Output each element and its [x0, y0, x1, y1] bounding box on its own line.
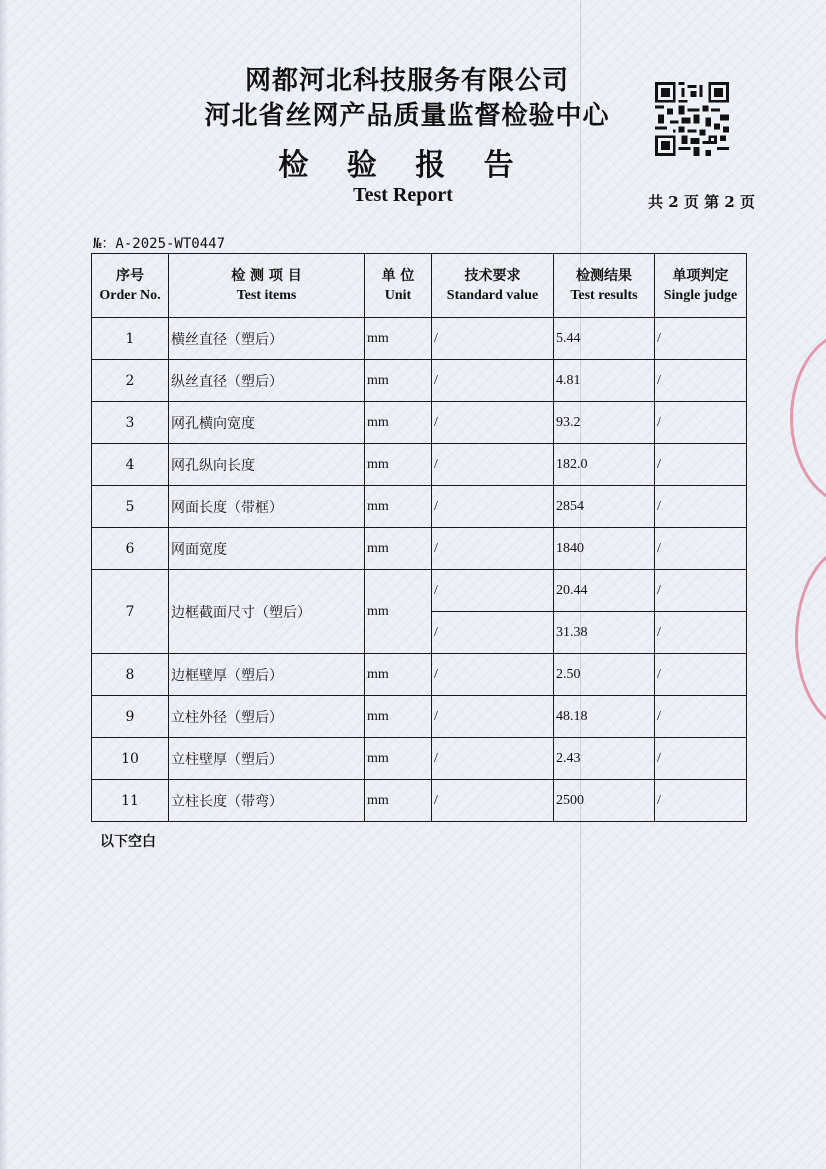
order-cell: 5	[92, 486, 169, 528]
result-cell: 93.2	[554, 402, 655, 444]
col-header-en: Test items	[236, 287, 297, 303]
table-row	[92, 360, 747, 402]
result-cell: 2.50	[554, 654, 655, 696]
item-cell: 网面宽度	[169, 528, 365, 570]
unit-cell: mm	[365, 528, 432, 570]
standard-cell: /	[432, 612, 554, 654]
result-cell: 2500	[554, 780, 655, 822]
col-header-order	[92, 254, 169, 318]
judge-cell: /	[655, 528, 747, 570]
col-header-cn: 检 测 项 目	[231, 267, 302, 284]
result-cell: 4.81	[554, 360, 655, 402]
report-number: №：A-2025-WT0447	[93, 236, 226, 252]
table-row	[92, 318, 747, 360]
order-cell: 6	[92, 528, 169, 570]
judge-cell: /	[655, 318, 747, 360]
table-row	[92, 444, 747, 486]
table-header-row	[92, 254, 747, 318]
result-cell: 48.18	[554, 696, 655, 738]
standard-cell: /	[432, 444, 554, 486]
table-row	[92, 738, 747, 780]
judge-cell: /	[655, 612, 747, 654]
col-header-item	[169, 254, 365, 318]
col-header-unit	[365, 254, 432, 318]
col-header-results	[554, 254, 655, 318]
col-header-cn: 检测结果	[576, 267, 632, 284]
table-row	[92, 654, 747, 696]
order-cell: 10	[92, 738, 169, 780]
page-info: 共 2 页 第 2 页	[648, 193, 755, 211]
standard-cell: /	[432, 402, 554, 444]
standard-cell: /	[432, 318, 554, 360]
standard-cell: /	[432, 696, 554, 738]
judge-cell: /	[655, 738, 747, 780]
judge-cell: /	[655, 654, 747, 696]
item-cell: 立柱长度（带弯）	[169, 780, 365, 822]
judge-cell: /	[655, 360, 747, 402]
standard-cell: /	[432, 654, 554, 696]
judge-cell: /	[655, 486, 747, 528]
unit-cell: mm	[365, 654, 432, 696]
unit-cell: mm	[365, 738, 432, 780]
result-cell: 1840	[554, 528, 655, 570]
col-header-en: Standard value	[446, 287, 539, 303]
col-header-judge	[655, 254, 747, 318]
report-title-cn: 检 验 报 告	[278, 148, 528, 183]
judge-cell: /	[655, 402, 747, 444]
unit-cell: mm	[365, 570, 432, 654]
company-name: 网都河北科技服务有限公司	[244, 66, 569, 96]
unit-cell: mm	[365, 696, 432, 738]
col-header-cn: 单 位	[381, 267, 415, 284]
item-cell: 网孔横向宽度	[169, 402, 365, 444]
standard-cell: /	[432, 738, 554, 780]
col-header-en: Order No.	[99, 287, 161, 303]
col-header-standard	[432, 254, 554, 318]
judge-cell: /	[655, 444, 747, 486]
inspection-center-name: 河北省丝网产品质量监督检验中心	[204, 101, 610, 131]
col-header-en: Unit	[384, 287, 412, 303]
order-cell: 7	[92, 570, 169, 654]
result-cell: 182.0	[554, 444, 655, 486]
judge-cell: /	[655, 570, 747, 612]
unit-cell: mm	[365, 318, 432, 360]
standard-cell: /	[432, 486, 554, 528]
qr-code-icon[interactable]	[655, 82, 729, 156]
test-results-table	[91, 253, 747, 822]
item-cell: 立柱壁厚（塑后）	[169, 738, 365, 780]
blank-below-note: 以下空白	[100, 834, 156, 850]
result-cell: 20.44	[554, 570, 655, 612]
item-cell: 网面长度（带框）	[169, 486, 365, 528]
table-row	[92, 570, 747, 612]
item-cell: 立柱外径（塑后）	[169, 696, 365, 738]
table-row	[92, 528, 747, 570]
judge-cell: /	[655, 696, 747, 738]
col-header-cn: 序号	[116, 267, 144, 284]
table-row	[92, 780, 747, 822]
unit-cell: mm	[365, 780, 432, 822]
order-cell: 8	[92, 654, 169, 696]
result-cell: 2.43	[554, 738, 655, 780]
order-cell: 2	[92, 360, 169, 402]
col-header-en: Test results	[570, 287, 638, 303]
table-row	[92, 696, 747, 738]
standard-cell: /	[432, 780, 554, 822]
order-cell: 4	[92, 444, 169, 486]
item-cell: 横丝直径（塑后）	[169, 318, 365, 360]
table-row	[92, 486, 747, 528]
order-cell: 1	[92, 318, 169, 360]
standard-cell: /	[432, 528, 554, 570]
report-title-en: Test Report	[353, 184, 453, 206]
order-cell: 11	[92, 780, 169, 822]
item-cell: 边框截面尺寸（塑后）	[169, 570, 365, 654]
col-header-cn: 技术要求	[464, 267, 521, 284]
table-row	[92, 402, 747, 444]
item-cell: 网孔纵向长度	[169, 444, 365, 486]
item-cell: 边框壁厚（塑后）	[169, 654, 365, 696]
unit-cell: mm	[365, 360, 432, 402]
standard-cell: /	[432, 360, 554, 402]
col-header-cn: 单项判定	[672, 267, 729, 284]
unit-cell: mm	[365, 402, 432, 444]
result-cell: 31.38	[554, 612, 655, 654]
col-header-en: Single judge	[663, 287, 738, 303]
order-cell: 3	[92, 402, 169, 444]
standard-cell: /	[432, 570, 554, 612]
order-cell: 9	[92, 696, 169, 738]
result-cell: 2854	[554, 486, 655, 528]
judge-cell: /	[655, 780, 747, 822]
unit-cell: mm	[365, 486, 432, 528]
item-cell: 纵丝直径（塑后）	[169, 360, 365, 402]
result-cell: 5.44	[554, 318, 655, 360]
unit-cell: mm	[365, 444, 432, 486]
